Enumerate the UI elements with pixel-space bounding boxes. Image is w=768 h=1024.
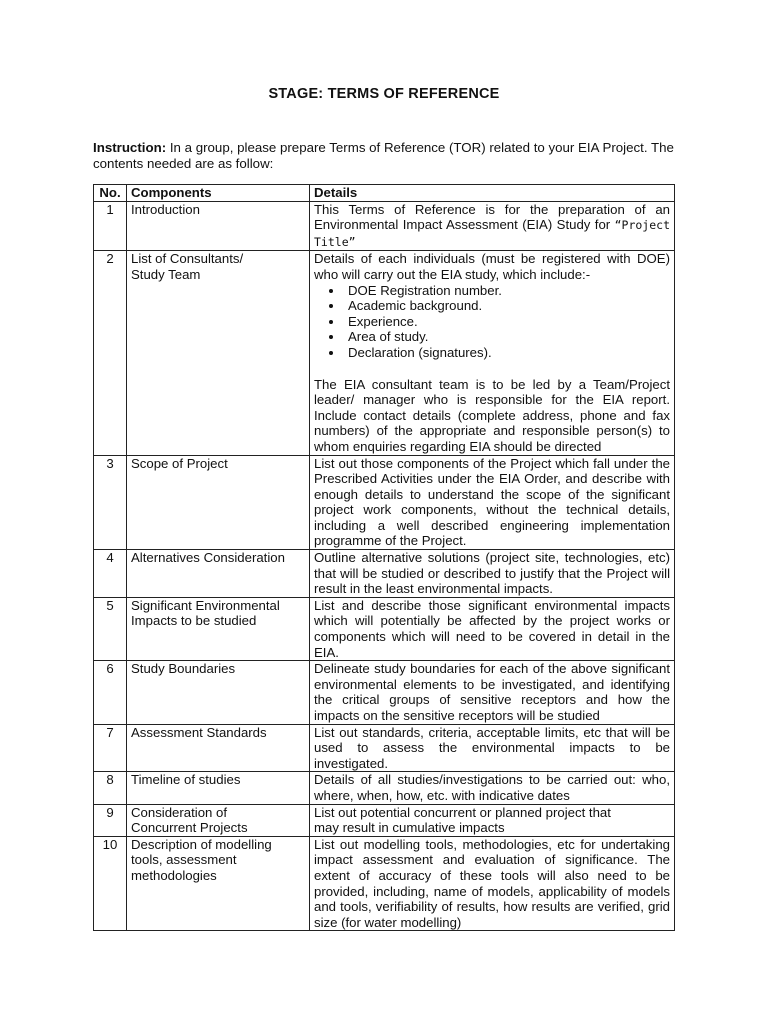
list-item: • DOE Registration number. [344, 283, 670, 299]
row-component: Consideration of Concurrent Projects [127, 804, 310, 836]
instruction-text: In a group, please prepare Terms of Reference (TOR) related to your EIA Project. The contents needed are as follow: [93, 140, 674, 171]
row-details: List out standards, criteria, acceptable limits, etc that will be used to assess the environmental impacts to be investigated. [310, 724, 675, 772]
table-row [94, 836, 675, 931]
row-component: Significant Environmental Impacts to be studied [127, 597, 310, 660]
row-number: 8 [94, 772, 127, 804]
header-no: No. [94, 185, 127, 202]
table-row [94, 201, 675, 251]
row-component: Assessment Standards [127, 724, 310, 772]
list-item: • Declaration (signatures). [344, 345, 670, 361]
table-row [94, 597, 675, 660]
details-extra-text: The EIA consultant team is to be led by a Team/Project leader/ manager who is responsible for the EIA report. Include contact details (complete address, phone and fax numbers) of the appropriate and responsible person(s) to whom enquiries regarding EIA should be directed [314, 376, 670, 454]
row-details: List out modelling tools, methodologies, etc for undertaking impact assessment and evaluation of significance. The extent of accuracy of these tools will also need to be provided, including, name of models, applicability of models and tools, verifiability of results, how results are verified, grid size (for water modelling) [310, 836, 675, 931]
row-details: Delineate study boundaries for each of the above significant environmental elements to be investigated, and identifying the critical groups of sensitive receptors and how the impacts on the sensitive receptors will be studied [310, 661, 675, 724]
list-item: • Experience. [344, 314, 670, 330]
table-row [94, 455, 675, 550]
details-bullet-list [314, 283, 670, 361]
row-component: List of Consultants/ Study Team [127, 251, 310, 455]
row-number: 6 [94, 661, 127, 724]
table-row [94, 724, 675, 772]
row-number: 3 [94, 455, 127, 550]
row-number: 1 [94, 201, 127, 251]
table-row [94, 550, 675, 598]
row-number: 5 [94, 597, 127, 660]
row-component: Description of modelling tools, assessment methodologies [127, 836, 310, 931]
row-number: 7 [94, 724, 127, 772]
row-details: List out potential concurrent or planned project that may result in cumulative impacts [310, 804, 675, 836]
row-component: Scope of Project [127, 455, 310, 550]
list-item: • Area of study. [344, 329, 670, 345]
list-item: • Academic background. [344, 298, 670, 314]
header-details: Details [310, 185, 675, 202]
row-number: 4 [94, 550, 127, 598]
row-component: Alternatives Consideration [127, 550, 310, 598]
row-details [310, 251, 675, 455]
table-row [94, 772, 675, 804]
table-row [94, 661, 675, 724]
page-title: STAGE: TERMS OF REFERENCE [268, 86, 500, 102]
project-title-placeholder: “Project Title” [314, 218, 670, 249]
tor-table [93, 184, 675, 931]
row-number: 10 [94, 836, 127, 931]
row-details: Outline alternative solutions (project site, technologies, etc) that will be studied or described to justify that the Project will result in the least environmental impacts. [310, 550, 675, 598]
details-text: Details of each individuals (must be registered with DOE) who will carry out the EIA study, which include:- [314, 251, 670, 282]
row-details: Details of all studies/investigations to be carried out: who, where, when, how, etc. with indicative dates [310, 772, 675, 804]
table-row [94, 251, 675, 455]
row-details: List out those components of the Project which fall under the Prescribed Activities under the EIA Order, and describe with enough details to understand the scope of the significant project work components, without the technical details, including a well described engineering implementation programme of the Project. [310, 455, 675, 550]
table-row [94, 804, 675, 836]
row-details: List and describe those significant environmental impacts which will potentially be affected by the project works or components which will need to be covered in detail in the EIA. [310, 597, 675, 660]
instruction-label: Instruction: [93, 140, 167, 155]
row-number: 2 [94, 251, 127, 455]
row-details [310, 201, 675, 251]
instruction-paragraph [93, 140, 693, 172]
header-components: Components [127, 185, 310, 202]
row-component: Introduction [127, 201, 310, 251]
details-text: This Terms of Reference is for the preparation of an Environmental Impact Assessment (EIA) Study for [314, 201, 670, 233]
row-component: Timeline of studies [127, 772, 310, 804]
row-number: 9 [94, 804, 127, 836]
table-header-row [94, 185, 675, 202]
row-component: Study Boundaries [127, 661, 310, 724]
